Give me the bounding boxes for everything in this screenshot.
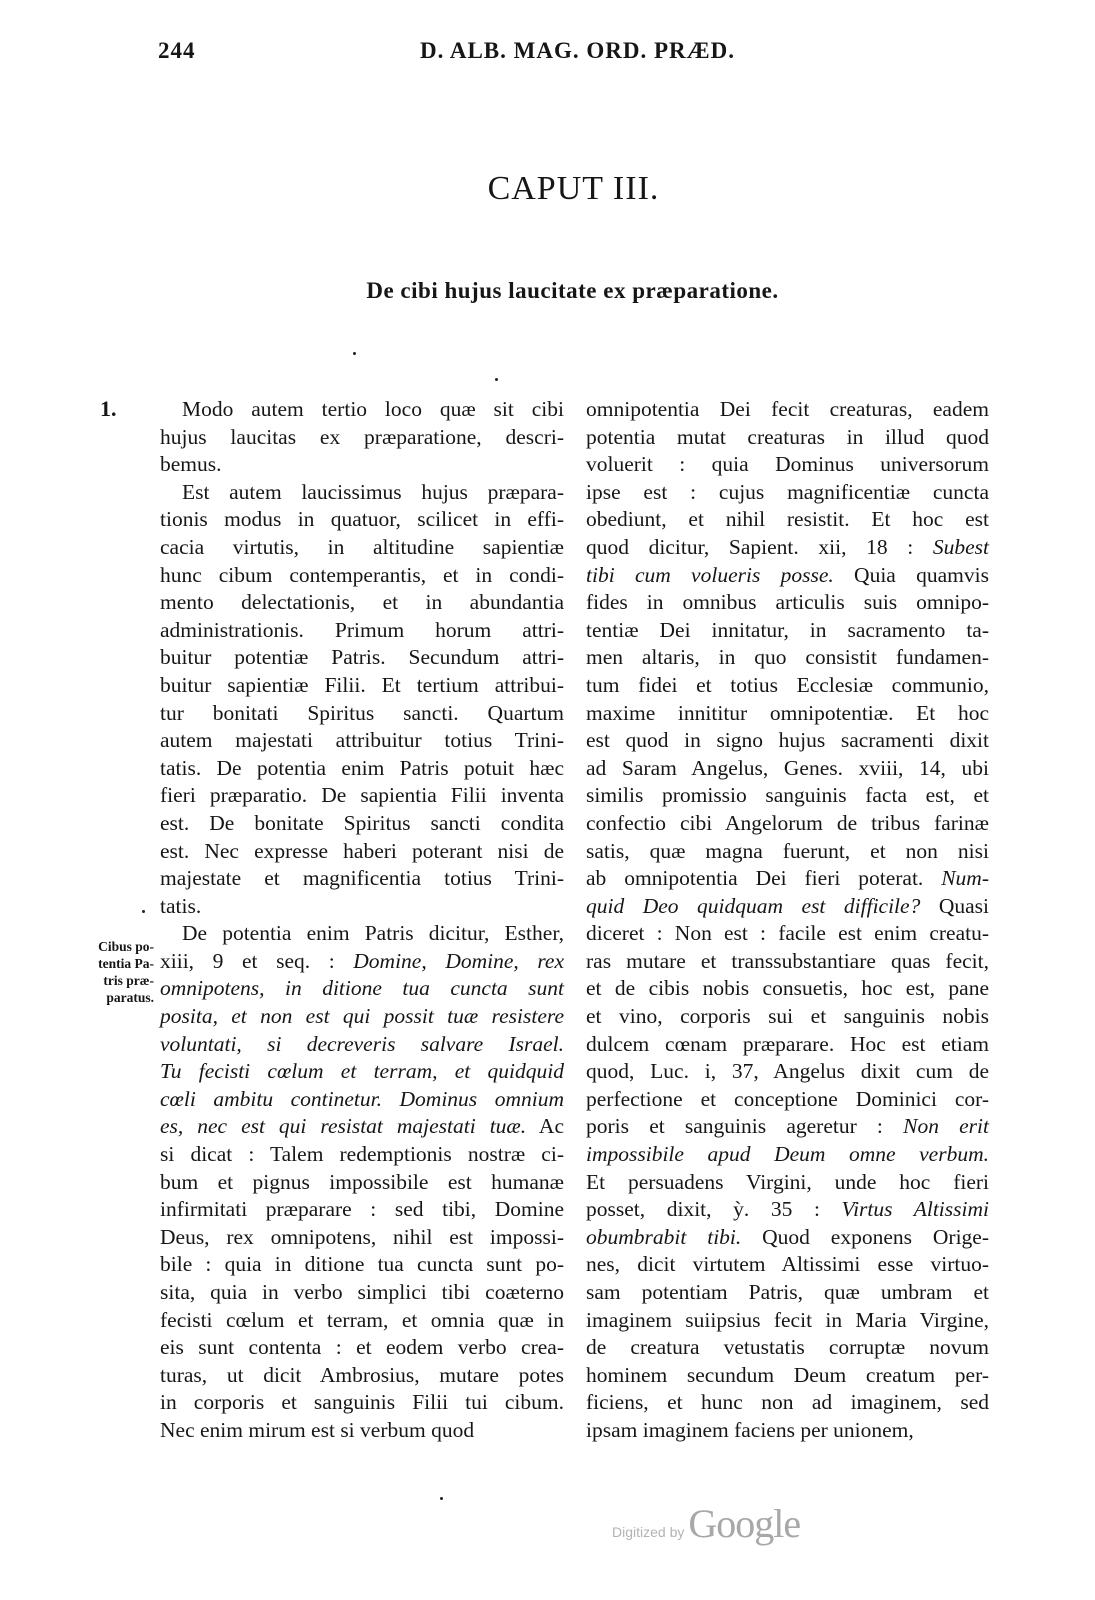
text-run: administrationis. Primum horum attri- [160, 617, 564, 642]
text-line [160, 1224, 564, 1252]
text-run: diceret : Non est : facile est enim creatu- [586, 921, 989, 946]
text-line [586, 644, 989, 672]
text-line [160, 451, 564, 479]
text-line [586, 893, 989, 921]
text-line [586, 1086, 989, 1114]
italic-quote: Non erit [903, 1114, 989, 1139]
text-line [586, 865, 989, 893]
text-run: potentia mutat creaturas in illud quod [586, 424, 989, 449]
text-line [586, 1196, 989, 1224]
google-logo: Google [688, 1501, 801, 1546]
text-run: tatis. [160, 893, 202, 918]
text-line [160, 975, 564, 1003]
text-line [160, 865, 564, 893]
text-run: eis sunt contenta : et eodem verbo crea- [160, 1335, 564, 1360]
text-line [586, 424, 989, 452]
text-line [160, 424, 564, 452]
text-run: nes, dicit virtutem Altissimi esse virtuo- [586, 1252, 989, 1277]
text-run: perfectione et conceptione Dominici cor- [586, 1086, 989, 1111]
text-run: fieri præparatio. De sapientia Filii inventa [160, 783, 564, 808]
italic-quote: voluntati, si decreveris salvare Israel. [160, 1031, 564, 1056]
text-run: tentiæ Dei innitatur, in sacramento ta- [586, 617, 989, 642]
text-run: hominem secundum Deum creatum per- [586, 1362, 989, 1387]
text-line [160, 1279, 564, 1307]
text-run: hujus laucitas ex præparatione, descri- [160, 424, 564, 449]
text-run: autem majestati attribuitur totius Trini- [160, 728, 564, 753]
text-run: quod, Luc. i, 37, Angelus dixit cum de [586, 1059, 989, 1084]
text-run: Nec enim mirum est si verbum quod [160, 1417, 475, 1442]
text-line [160, 589, 564, 617]
text-run: ipse est : cujus magnificentiæ cuncta [586, 479, 989, 504]
text-line [160, 1251, 564, 1279]
text-run: majestate et magnificentia totius Trini- [160, 866, 564, 891]
text-line [586, 1169, 989, 1197]
text-line [586, 672, 989, 700]
text-line [586, 396, 989, 424]
text-run: Ac [526, 1114, 565, 1139]
text-run: dulcem cœnam præparare. Hoc est etiam [586, 1031, 989, 1056]
text-line [160, 755, 564, 783]
text-line [586, 810, 989, 838]
text-line [160, 479, 564, 507]
text-line [586, 838, 989, 866]
italic-quote: tibi cum volueris posse. [586, 562, 834, 587]
text-line [586, 948, 989, 976]
scan-speck [495, 378, 498, 381]
text-line [586, 479, 989, 507]
text-run: cacia virtutis, in altitudine sapientiæ [160, 534, 564, 559]
text-run: xiii, 9 et seq. : [160, 948, 354, 973]
text-line [160, 810, 564, 838]
margin-note-line: tentia Pa- [98, 956, 154, 971]
text-run: ad Saram Angelus, Genes. xviii, 14, ubi [586, 755, 989, 780]
margin-note [74, 938, 154, 1006]
italic-quote: posita, et non est qui possit tuæ resistere [160, 1004, 564, 1029]
text-run: tur bonitati Spiritus sancti. Quartum [160, 700, 564, 725]
margin-note-line: Cibus po- [98, 939, 154, 954]
text-line [160, 1196, 564, 1224]
text-run: tatis. De potentia enim Patris potuit hæc [160, 755, 564, 780]
text-line [586, 755, 989, 783]
running-head: D. ALB. MAG. ORD. PRÆD. [420, 38, 735, 63]
page-number: 244 [158, 38, 196, 63]
text-run: men altaris, in quo consistit fundamen- [586, 645, 989, 670]
text-line [586, 534, 989, 562]
text-line [586, 1141, 989, 1169]
italic-quote: Tu fecisti cœlum et terram, et quidquid [160, 1059, 564, 1084]
text-line [160, 1307, 564, 1335]
italic-quote: Subest [932, 534, 989, 559]
margin-note-line: tris præ- [103, 973, 154, 988]
text-line [160, 1141, 564, 1169]
italic-quote: obumbrabit tibi. [586, 1224, 742, 1249]
text-run: Est autem laucissimus hujus præpara- [182, 479, 564, 504]
text-run: tum fidei et totius Ecclesiæ communio, [586, 672, 989, 697]
text-run: Deus, rex omnipotens, nihil est impossi- [160, 1224, 564, 1249]
italic-quote: es, nec est qui resistat majestati tuæ. [160, 1114, 527, 1139]
text-line [586, 1058, 989, 1086]
text-line [160, 1169, 564, 1197]
text-line [160, 1086, 564, 1114]
text-run: bemus. [160, 452, 222, 477]
text-line [160, 1113, 564, 1141]
text-line [160, 672, 564, 700]
text-line [160, 617, 564, 645]
text-line [586, 617, 989, 645]
paragraph-number: 1. [100, 396, 117, 421]
text-line [160, 727, 564, 755]
text-run: poris et sanguinis ageretur : [586, 1114, 904, 1139]
text-line [160, 1362, 564, 1390]
text-run: sita, quia in verbo simplici tibi coæterno [160, 1280, 564, 1304]
text-line [160, 506, 564, 534]
text-line [586, 1334, 989, 1362]
left-column [160, 396, 564, 1445]
text-line [160, 782, 564, 810]
text-line [586, 700, 989, 728]
text-run: et vino, corporis sui et sanguinis nobis [586, 1004, 989, 1029]
text-run: bum et pignus impossibile est humanæ [160, 1169, 564, 1194]
text-run: ficiens, et hunc non ad imaginem, sed [586, 1390, 989, 1415]
text-run: buitur sapientiæ Filii. Et tertium attribui- [160, 672, 564, 697]
italic-quote: impossibile apud Deum omne verbum. [586, 1142, 989, 1167]
text-run: voluerit : quia Dominus universorum [586, 452, 989, 477]
text-run: Et persuadens Virgini, unde hoc fieri [586, 1169, 989, 1194]
text-line [586, 1113, 989, 1141]
text-line [586, 1362, 989, 1390]
italic-quote: omnipotens, in ditione tua cuncta sunt [160, 976, 564, 1001]
digitized-by-text: Digitized by [612, 1524, 685, 1540]
text-line [586, 727, 989, 755]
text-line [586, 1417, 989, 1445]
text-line [160, 920, 564, 948]
text-line [586, 1003, 989, 1031]
text-line [160, 562, 564, 590]
text-run: Modo autem tertio loco quæ sit cibi [182, 397, 564, 421]
chapter-subtitle: De cibi hujus laucitate ex præparatione. [366, 278, 779, 303]
text-line [586, 1224, 989, 1252]
text-line [160, 948, 564, 976]
text-run: obediunt, et nihil resistit. Et hoc est [586, 507, 989, 532]
text-run: maxime innititur omnipotentiæ. Et hoc [586, 700, 989, 725]
text-run: sam potentiam Patris, quæ umbram et [586, 1280, 989, 1304]
italic-quote: Virtus Altissimi [841, 1197, 989, 1222]
text-run: mento delectationis, et in abundantia [160, 590, 564, 615]
text-run: quod dicitur, Sapient. xii, 18 : [586, 534, 933, 559]
margin-note-line: paratus. [106, 990, 154, 1005]
text-run: posset, dixit, ỳ. 35 : [586, 1197, 842, 1222]
text-line [586, 1389, 989, 1417]
scan-speck [440, 1497, 443, 1500]
text-line [160, 534, 564, 562]
text-line [586, 1251, 989, 1279]
text-run: Quia quamvis [833, 562, 989, 587]
text-line [160, 1003, 564, 1031]
text-run: de creatura vetustatis corruptæ novum [586, 1335, 989, 1360]
text-line [586, 506, 989, 534]
text-line [586, 920, 989, 948]
text-run: bile : quia in ditione tua cuncta sunt po- [160, 1252, 564, 1277]
scan-speck [142, 910, 145, 913]
text-run: est quod in signo hujus sacramenti dixit [586, 728, 989, 753]
text-line [586, 589, 989, 617]
text-line [160, 893, 564, 921]
text-line [160, 1058, 564, 1086]
text-line [160, 1334, 564, 1362]
text-run: infirmitati præparare : sed tibi, Domine [160, 1197, 564, 1222]
text-run: est. De bonitate Spiritus sancti condita [160, 810, 564, 835]
text-run: ras mutare et transsubstantiare quas fecit, [586, 948, 989, 973]
text-run: et de cibis nobis consuetis, hoc est, pane [586, 976, 989, 1001]
text-run: in corporis et sanguinis Filii tui cibum. [160, 1390, 564, 1415]
text-run: De potentia enim Patris dicitur, Esther, [182, 921, 564, 946]
text-run: Quod exponens Orige- [741, 1224, 989, 1249]
text-line [160, 1031, 564, 1059]
text-run: fides in omnibus articulis suis omnipo- [586, 590, 989, 615]
text-run: omnipotentia Dei fecit creaturas, eadem [586, 397, 989, 421]
text-run: similis promissio sanguinis facta est, et [586, 783, 989, 808]
text-line [586, 451, 989, 479]
text-run: ab omnipotentia Dei fieri poterat. [586, 866, 942, 891]
text-line [586, 782, 989, 810]
text-run: Quasi [920, 893, 989, 918]
text-line [586, 975, 989, 1003]
text-line [160, 700, 564, 728]
chapter-title: CAPUT III. [487, 170, 660, 207]
italic-quote: quid Deo quidquam est difficile? [586, 893, 921, 918]
italic-quote: Num- [941, 866, 989, 891]
text-run: est. Nec expresse haberi poterant nisi de [160, 838, 564, 863]
italic-quote: Domine, Domine, rex [353, 948, 565, 973]
text-run: confectio cibi Angelorum de tribus farinæ [586, 810, 989, 835]
text-run: fecisti cœlum et terram, et omnia quæ in [160, 1307, 564, 1332]
text-line [586, 1307, 989, 1335]
text-run: satis, quæ magna fuerunt, et non nisi [586, 838, 989, 863]
text-line [160, 644, 564, 672]
text-run: imaginem suiipsius fecit in Maria Virgine, [586, 1307, 989, 1332]
text-run: buitur potentiæ Patris. Secundum attri- [160, 645, 564, 670]
italic-quote: cœli ambitu continetur. Dominus omnium [160, 1086, 564, 1111]
text-run: tionis modus in quatuor, scilicet in effi- [160, 507, 564, 532]
text-line [160, 1417, 564, 1445]
scan-speck [353, 352, 356, 355]
text-line [160, 396, 564, 424]
text-line [586, 1031, 989, 1059]
text-line [586, 562, 989, 590]
text-run: si dicat : Talem redemptionis nostræ ci- [160, 1142, 564, 1167]
text-line [160, 1389, 564, 1417]
text-run: hunc cibum contemperantis, et in condi- [160, 562, 564, 587]
text-line [586, 1279, 989, 1307]
text-line [160, 838, 564, 866]
right-column [586, 396, 989, 1445]
text-run: ipsam imaginem faciens per unionem, [586, 1417, 914, 1442]
text-run: turas, ut dicit Ambrosius, mutare potes [160, 1362, 564, 1387]
google-watermark [612, 1500, 800, 1547]
